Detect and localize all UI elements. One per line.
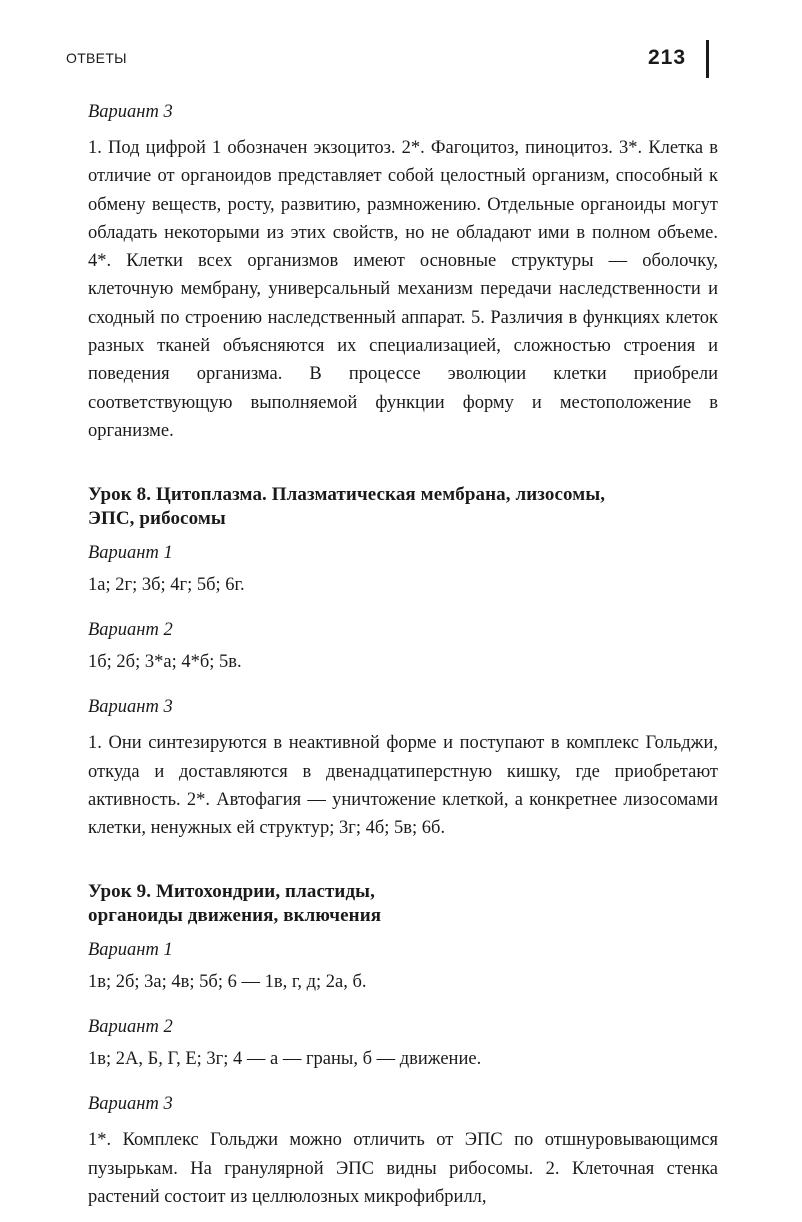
answer-line: 1а; 2г; 3б; 4г; 5б; 6г. <box>88 575 245 596</box>
page-number: 213 <box>648 46 687 69</box>
variant-label: Вариант 1 <box>88 543 173 564</box>
answer-line: 1в; 2А, Б, Г, Е; 3г; 4 — а — граны, б — движение. <box>88 1049 482 1070</box>
lesson-heading-line: Урок 8. Цитоплазма. Плазматическая мембрана, лизосомы, <box>88 484 606 506</box>
answer-line: 1б; 2б; 3*а; 4*б; 5в. <box>88 652 242 673</box>
variant-label: Вариант 3 <box>88 697 173 718</box>
lesson-heading-line: органоиды движения, включения <box>88 905 382 927</box>
answer-paragraph: 1*. Комплекс Гольджи можно отличить от ЭПС по отшнуровывающимся пузырькам. На гранулярной ЭПС видны рибосомы. 2. Клеточная стенка растений состоит из целлюлозных микрофибрилл, <box>88 1130 718 1208</box>
lesson-heading <box>88 880 718 928</box>
answer-line: 1в; 2б; 3а; 4в; 5б; 6 — 1в, г, д; 2а, б. <box>88 972 367 993</box>
variant-label: Вариант 1 <box>88 940 173 961</box>
running-head: ОТВЕТЫ <box>66 50 127 66</box>
lesson-heading-line: Урок 9. Митохондрии, пластиды, <box>88 881 375 903</box>
page-content <box>88 102 718 1211</box>
header-rule <box>706 40 709 78</box>
answer-paragraph: 1. Под цифрой 1 обозначен экзоцитоз. 2*. Фагоцитоз, пиноцитоз. 3*. Клетка в отличие от органоидов представляет собой целостный организм, способный к обмену веществ, росту, развитию, размножению. Отдельные органоиды могут обладать некоторыми из этих свойств, но не обладают ими в полном объеме. 4*. Клетки всех организмов имеют основные структуры — оболочку, клеточную мембрану, универсальный механизм передачи наследственности и сходный по строению наследственный аппарат. 5. Различия в функциях клеток разных тканей объясняются их специализацией, сложностью строения и поведения организма. В процессе эволюции клетки приобрели соответствующую выполняемой функции форму и местоположение в организме. <box>88 138 718 441</box>
answer-paragraph: 1. Они синтезируются в неактивной форме и поступают в комплекс Гольджи, откуда и доставляются в двенадцатиперстную кишку, где приобретают активность. 2*. Автофагия — уничтожение клеткой, а конкретнее лизосомами клетки, ненужных ей структур; 3г; 4б; 5в; 6б. <box>88 733 718 839</box>
lesson-heading <box>88 483 718 531</box>
lesson-heading-line: ЭПС, рибосомы <box>88 508 226 530</box>
variant-label: Вариант 3 <box>88 102 173 122</box>
variant-label: Вариант 3 <box>88 1094 173 1115</box>
variant-label: Вариант 2 <box>88 620 173 641</box>
variant-label: Вариант 2 <box>88 1017 173 1038</box>
